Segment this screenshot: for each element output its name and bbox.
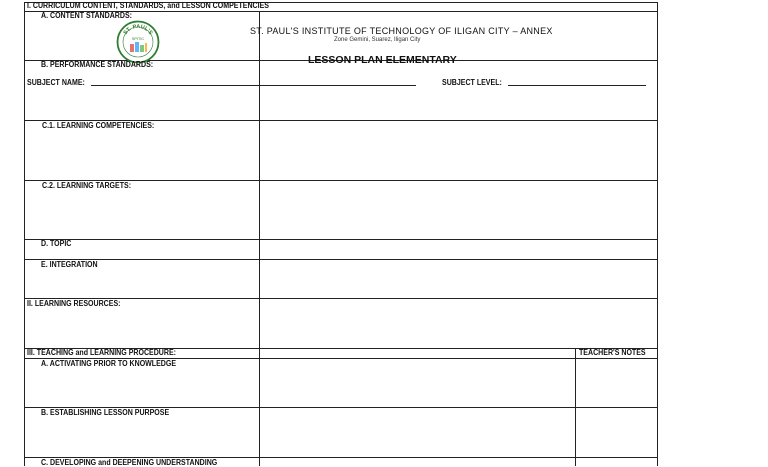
divider (24, 239, 658, 240)
row-label-learning-targets: C.2. LEARNING TARGETS: (42, 181, 132, 190)
row-label-performance-standards: B. PERFORMANCE STANDARDS: (41, 60, 154, 69)
teachers-notes-header: TEACHER'S NOTES (579, 348, 646, 357)
plan-title: LESSON PLAN ELEMENTARY (308, 54, 457, 66)
row-label-teaching-procedure: III. TEACHING and LEARNING PROCEDURE: (27, 348, 177, 357)
row-label-integration: E. INTEGRATION (41, 260, 98, 269)
divider (24, 259, 658, 260)
subject-name-label: SUBJECT NAME: (27, 78, 85, 87)
row-label-learning-resources: II. LEARNING RESOURCES: (27, 299, 121, 308)
section-title: I. CURRICULUM CONTENT, STANDARDS, and LESSON COMPETENCIES (27, 1, 269, 10)
school-address: Zone Gemini, Suarez, Iligan City (334, 37, 421, 43)
row-label-developing-understanding: C. DEVELOPING and DEEPENING UNDERSTANDING (41, 458, 218, 467)
row-label-learning-competencies: C.1. LEARNING COMPETENCIES: (42, 121, 155, 130)
school-name: ST. PAUL'S INSTITUTE OF TECHNOLOGY OF ILIGAN CITY – ANNEX (250, 26, 553, 36)
subject-level-field[interactable] (508, 85, 646, 86)
row-label-activating-prior: A. ACTIVATING PRIOR TO KNOWLEDGE (41, 359, 177, 368)
border-left (24, 2, 25, 466)
svg-text:SPITIC: SPITIC (131, 37, 145, 41)
border-right (657, 2, 658, 466)
subject-name-field[interactable] (91, 85, 416, 86)
row-label-establishing-purpose: B. ESTABLISHING LESSON PURPOSE (41, 408, 170, 417)
school-logo-icon (116, 20, 160, 64)
row-label-topic: D. TOPIC (41, 239, 72, 248)
subject-level-label: SUBJECT LEVEL: (442, 78, 502, 87)
row-label-content-standards: A. CONTENT STANDARDS: (41, 11, 132, 20)
svg-text:ST. PAUL'S: ST. PAUL'S (122, 23, 154, 37)
